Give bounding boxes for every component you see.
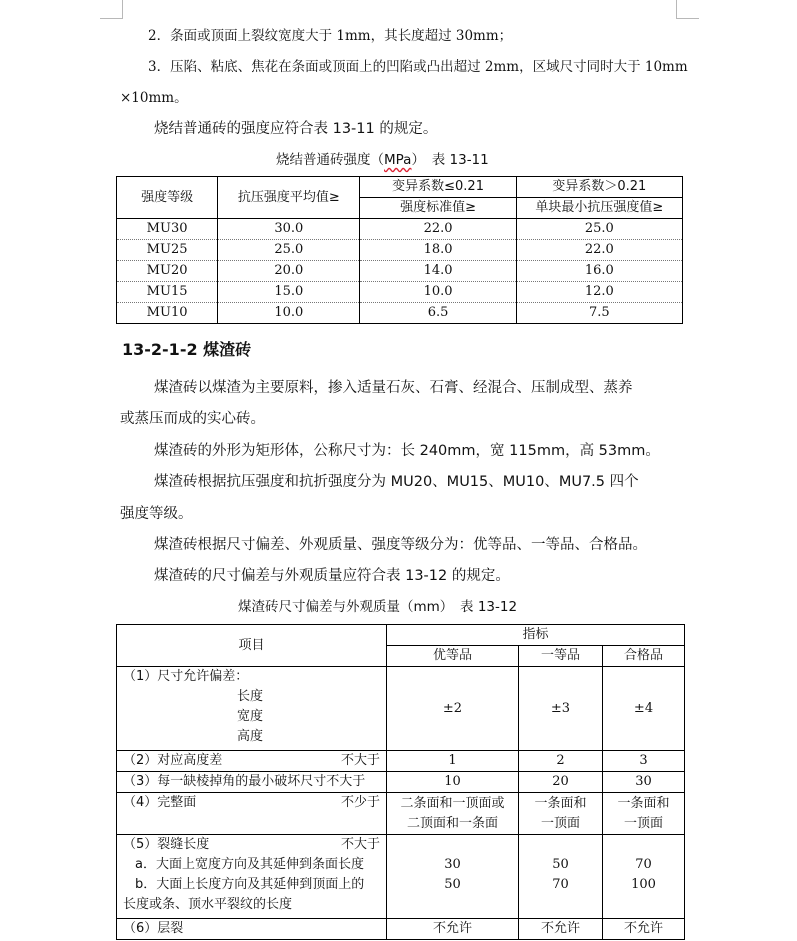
section-heading: 13-2-1-2 煤渣砖 [122,340,252,359]
table-row: MU20 20.0 14.0 16.0 [117,261,683,282]
table-13-11-caption: 烧结普通砖强度（MPa） 表 13-11 [276,152,489,168]
paragraph-1-line-1: 煤渣砖以煤渣为主要原料，掺入适量石灰、石膏、经混合、压制成型、蒸养 [154,380,633,396]
paragraph-3-line-1: 煤渣砖根据抗压强度和抗折强度分为 MU20、MU15、MU10、MU7.5 四个 [154,474,639,490]
paragraph-4: 煤渣砖根据尺寸偏差、外观质量、强度等级分为：优等品、一等品、合格品。 [154,537,647,553]
table-row: MU25 25.0 18.0 22.0 [117,240,683,261]
list-item-3-continued: ×10mm。 [120,90,188,106]
paragraph-strength: 烧结普通砖的强度应符合表 13-11 的规定。 [154,121,438,137]
table-13-11 [116,176,683,324]
header-first: 一等品 [519,646,603,667]
header-grade: 强度等级 [117,177,218,219]
header-avg: 抗压强度平均值≥ [218,177,360,219]
table-13-12-caption: 煤渣砖尺寸偏差与外观质量（mm） 表 13-12 [238,599,518,615]
header-qualified: 合格品 [603,646,685,667]
row1-sub-width: 宽度 [237,709,264,724]
page-corner-mark-left [100,0,123,19]
table-13-12 [116,624,685,940]
header-item: 项目 [117,625,387,667]
header-indicator: 指标 [387,625,685,646]
list-item-3: 3．压陷、粘底、焦花在条面或顶面上的凹陷或凸出超过 2mm，区域尺寸同时大于 10mm [148,59,688,75]
table-row: MU10 10.0 6.5 7.5 [117,303,683,324]
paragraph-5: 煤渣砖的尺寸偏差与外观质量应符合表 13-12 的规定。 [154,568,510,584]
header-group1-sub: 强度标准值≥ [360,198,516,219]
header-group2: 变异系数＞0.21 [516,177,682,198]
caption-unit: MPa [384,152,412,168]
table-row: （2）对应高度差 不大于 1 2 3 [117,751,685,772]
header-superior: 优等品 [387,646,519,667]
row1-sub-height: 高度 [237,729,264,744]
header-group1: 变异系数≤0.21 [360,177,516,198]
paragraph-2: 煤渣砖的外形为矩形体，公称尺寸为：长 240mm，宽 115mm，高 53mm。 [154,443,660,459]
table-row: （5）裂缝长度 不大于 a．大面上宽度方向及其延伸到条面长度 b．大面上长度方向及其延伸到顶面上的 长度或条、顶水平裂纹的长度 30 50 50 70 70 100 [117,835,685,919]
table-row: （1）尺寸允许偏差： 长度 宽度 高度 ±2 ±3 ±4 [117,667,685,751]
table-row: MU15 15.0 10.0 12.0 [117,282,683,303]
list-item-2: 2．条面或顶面上裂纹宽度大于 1mm，其长度超过 30mm； [148,28,513,44]
row1-sub-length: 长度 [237,689,264,704]
table-row: （4）完整面 不少于 二条面和一顶面或 二顶面和一条面 一条面和 一顶面 一条面和 一顶面 [117,793,685,835]
paragraph-1-line-2: 或蒸压而成的实心砖。 [120,411,265,427]
paragraph-3-line-2: 强度等级。 [120,506,193,522]
table-row: MU30 30.0 22.0 25.0 [117,219,683,240]
table-row: （6）层裂 不允许 不允许 不允许 [117,919,685,940]
header-group2-sub: 单块最小抗压强度值≥ [516,198,682,219]
table-row: （3）每一缺棱掉角的最小破坏尺寸不大于 10 20 30 [117,772,685,793]
page-corner-mark-right [676,0,699,19]
row1-title: （1）尺寸允许偏差： [123,669,249,684]
